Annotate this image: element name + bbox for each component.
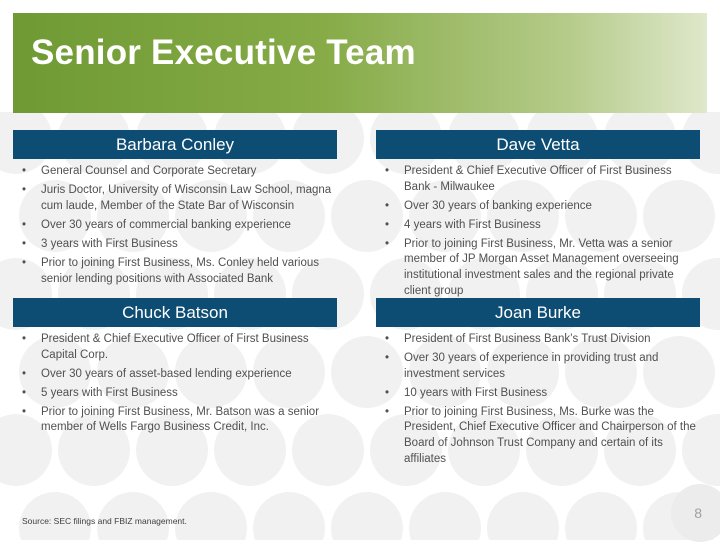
- bullet-item: • 4 years with First Business: [376, 218, 700, 234]
- executive-name: Joan Burke: [376, 298, 700, 327]
- bullet-item: • Prior to joining First Business, Ms. Conley held various senior lending positions with Associated Bank: [13, 256, 337, 287]
- executive-name: Barbara Conley: [13, 130, 337, 159]
- bullet-item: • 3 years with First Business: [13, 237, 337, 253]
- background-circle: [409, 492, 481, 540]
- bullet-item: • President & Chief Executive Officer of First Business Bank - Milwaukee: [376, 164, 700, 195]
- executive-name: Dave Vetta: [376, 130, 700, 159]
- executive-bullets: [376, 159, 700, 299]
- bullet-item: • Over 30 years of banking experience: [376, 199, 700, 215]
- bullet-item: • Over 30 years of asset-based lending experience: [13, 367, 337, 383]
- source-footnote: Source: SEC filings and FBIZ management.: [22, 516, 187, 526]
- executive-name: Chuck Batson: [13, 298, 337, 327]
- bullet-item: • Juris Doctor, University of Wisconsin Law School, magna cum laude, Member of the State Bar of Wisconsin: [13, 183, 337, 214]
- bullet-item: • Prior to joining First Business, Mr. Vetta was a senior member of JP Morgan Asset Management overseeing institutional investment sales and the regional private client group: [376, 237, 700, 299]
- page-number: 8: [694, 505, 702, 521]
- executive-bullets: [376, 327, 700, 467]
- bullet-item: • Over 30 years of commercial banking experience: [13, 218, 337, 234]
- background-circle: [565, 492, 637, 540]
- background-circle: [487, 492, 559, 540]
- background-circle: [331, 492, 403, 540]
- executive-card-chuck-batson: [13, 298, 337, 440]
- bullet-item: • 10 years with First Business: [376, 386, 700, 402]
- page-title: Senior Executive Team: [31, 33, 416, 72]
- executive-card-dave-vetta: [376, 130, 700, 303]
- executive-card-joan-burke: [376, 298, 700, 471]
- executive-bullets: [13, 327, 337, 436]
- executive-bullets: [13, 159, 337, 287]
- bullet-item: • President of First Business Bank’s Trust Division: [376, 332, 700, 348]
- bullet-item: • Prior to joining First Business, Ms. Burke was the President, Chief Executive Officer and Chairperson of the Board of Johnson Trust Company and certain of its affiliates: [376, 405, 700, 467]
- bullet-item: • Prior to joining First Business, Mr. Batson was a senior member of Wells Fargo Business Credit, Inc.: [13, 405, 337, 436]
- bullet-item: • General Counsel and Corporate Secretary: [13, 164, 337, 180]
- executive-card-barbara-conley: [13, 130, 337, 291]
- background-circle: [253, 492, 325, 540]
- bullet-item: • Over 30 years of experience in providing trust and investment services: [376, 351, 700, 382]
- bullet-item: • President & Chief Executive Officer of First Business Capital Corp.: [13, 332, 337, 363]
- bullet-item: • 5 years with First Business: [13, 386, 337, 402]
